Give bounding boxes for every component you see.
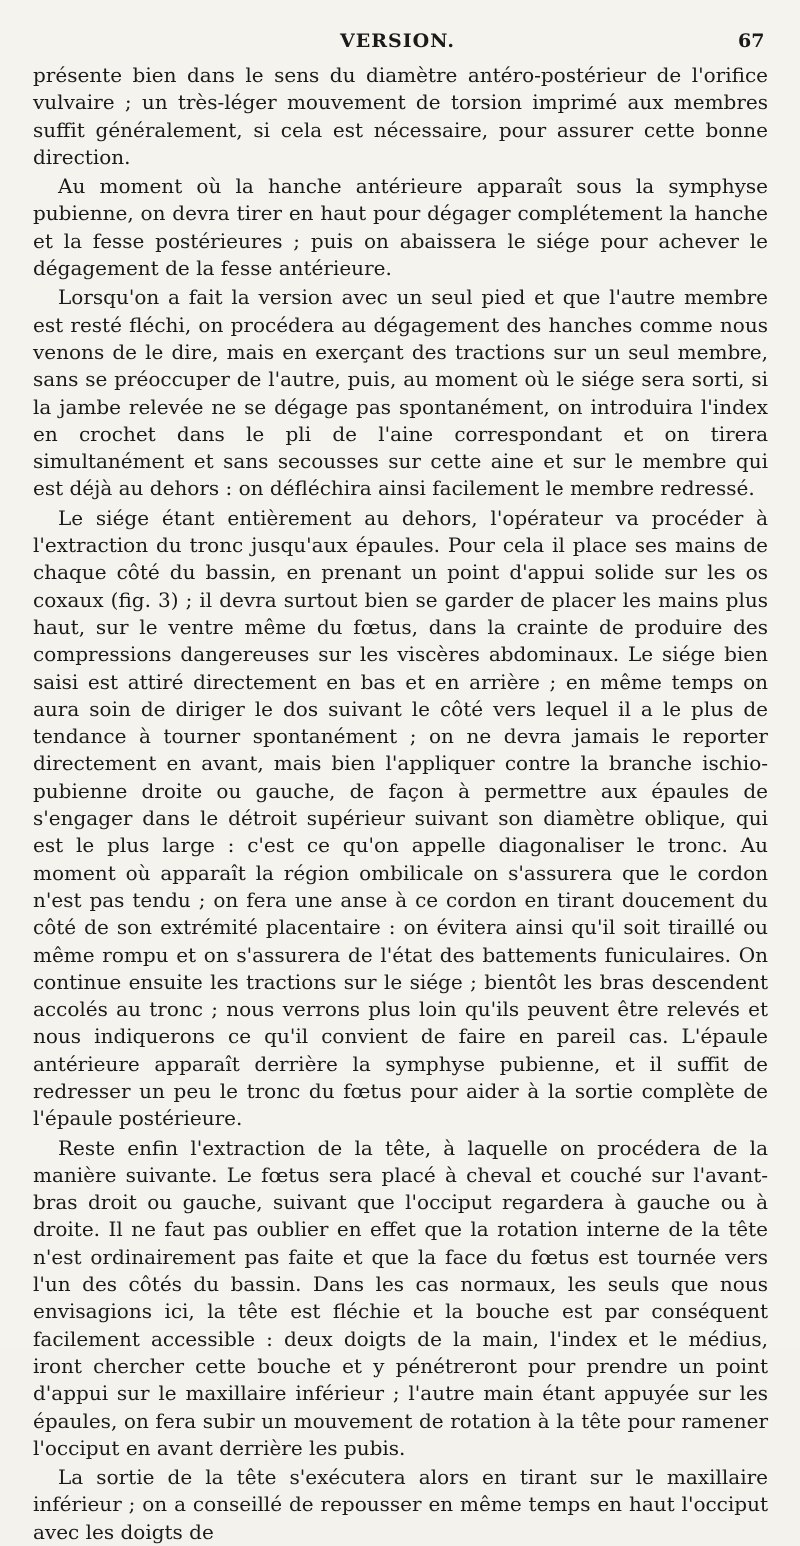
- running-title: VERSION.: [340, 30, 455, 52]
- paragraph: Au moment où la hanche antérieure apparaît sous la symphyse pubienne, on devra tirer en haut pour dégager complétement la hanche et la fesse postérieures ; puis on abaissera le siége pour achever le dégagement de la fesse antérieure.: [33, 174, 768, 281]
- paragraph: Le siége étant entièrement au dehors, l'opérateur va procéder à l'extraction du tronc jusqu'aux épaules. Pour cela il place ses mains de chaque côté du bassin, en prenant un point d'appui solide sur les os coxaux (fig. 3) ; il devra surtout bien se garder de placer les mains plus haut, sur le ventre même du fœtus, dans la crainte de produire des compressions dangereuses sur les viscères abdominaux. Le siége bien saisi est attiré directement en bas et en arrière ; en même temps on aura soin de diriger le dos suivant le côté vers lequel il a le plus de tendance à tourner spontanément ; on ne devra jamais le reporter directement en avant, mais bien l'appliquer contre la branche ischio-pubienne droite ou gauche, de façon à permettre aux épaules de s'engager dans le détroit supérieur suivant son diamètre oblique, qui est le plus large : c'est ce qu'on appelle diagonaliser le tronc. Au moment où apparaît la région ombilicale on s'assurera que le cordon n'est pas tendu ; on fera une anse à ce cordon en tirant doucement du côté de son extrémité placentaire : on évitera ainsi qu'il soit tiraillé ou même rompu et on s'assurera de l'état des battements funiculaires. On continue ensuite les tractions sur le siége ; bientôt les bras descendent accolés au tronc ; nous verrons plus loin qu'ils peuvent être relevés et nous indiquerons ce qu'il convient de faire en pareil cas. L'épaule antérieure apparaît derrière la symphyse pubienne, et il suffit de redresser un peu le tronc du fœtus pour aider à la sortie complète de l'épaule postérieure.: [33, 505, 768, 1131]
- paragraph: La sortie de la tête s'exécutera alors en tirant sur le maxillaire inférieur ; on a conseillé de repousser en même temps en haut l'occiput avec les doigts de: [33, 1465, 768, 1544]
- running-header: [0, 30, 800, 58]
- paragraph: Lorsqu'on a fait la version avec un seul pied et que l'autre membre est resté fléchi, on procédera au dégagement des hanches comme nous venons de le dire, mais en exerçant des tractions sur un seul membre, sans se préoccuper de l'autre, puis, au moment où le siége sera sorti, si la jambe relevée ne se dégage pas spontanément, on introduira l'index en crochet dans le pli de l'aine correspondant et on tirera simultanément et sans secousses sur cette aine et sur le membre qui est déjà au dehors : on défléchira ainsi facilement le membre redressé.: [33, 285, 768, 501]
- page-number: 67: [738, 30, 765, 52]
- paragraph: présente bien dans le sens du diamètre antéro-postérieur de l'orifice vulvaire ; un très-léger mouvement de torsion imprimé aux membres suffit généralement, si cela est nécessaire, pour assurer cette bonne direction.: [33, 63, 768, 169]
- body-text: [33, 62, 768, 1546]
- paragraph: Reste enfin l'extraction de la tête, à laquelle on procédera de la manière suivante. Le fœtus sera placé à cheval et couché sur l'avant-bras droit ou gauche, suivant que l'occiput regardera à gauche ou à droite. Il ne faut pas oublier en effet que la rotation interne de la tête n'est ordinairement pas faite et que la face du fœtus est tournée vers l'un des côtés du bassin. Dans les cas normaux, les seuls que nous envisagions ici, la tête est fléchie et la bouche est par conséquent facilement accessible : deux doigts de la main, l'index et le médius, iront chercher cette bouche et y pénétreront pour prendre un point d'appui sur le maxillaire inférieur ; l'autre main étant appuyée sur les épaules, on fera subir un mouvement de rotation à la tête pour ramener l'occiput en avant derrière les pubis.: [33, 1135, 768, 1460]
